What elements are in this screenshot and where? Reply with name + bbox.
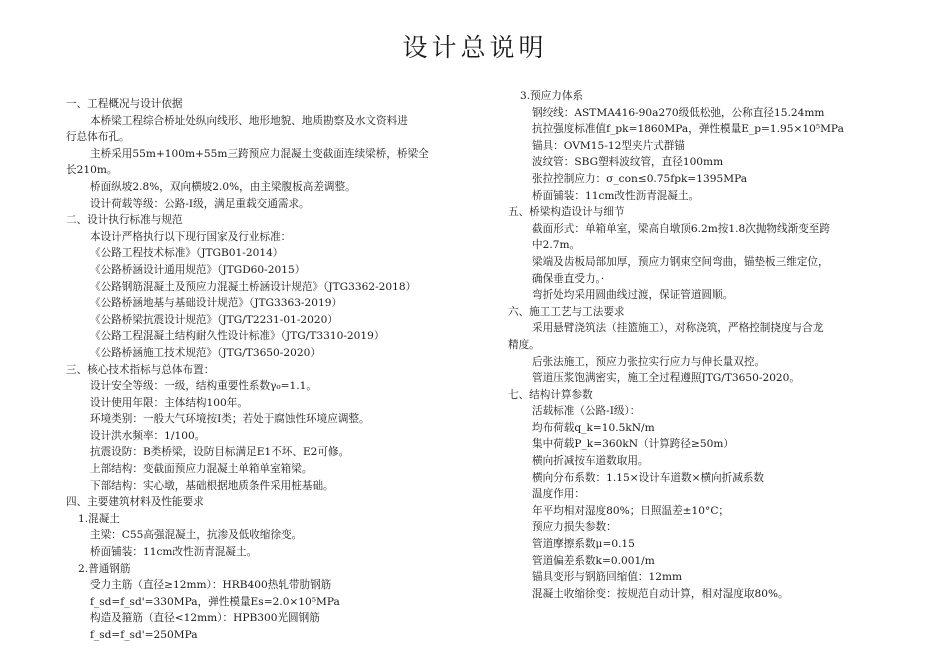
right-text-line: 波纹管：SBG塑料波纹管，直径100mm <box>532 156 724 169</box>
left-text-line: 本桥梁工程综合桥址处纵向线形、地形地貌、地质勘察及水文资料进 <box>90 114 408 127</box>
left-text-line: 一、工程概况与设计依据 <box>66 98 183 110</box>
right-text-line: 截面形式：单箱单室，梁高自墩顶6.2m按1.8次抛物线渐变至跨 <box>532 222 830 235</box>
right-text-line: 张拉控制应力：σ_con≤0.75fpk=1395MPa <box>532 172 748 185</box>
right-text-line: 温度作用： <box>532 488 585 501</box>
left-text-line: 受力主筋（直径≥12mm）：HRB400热轧带肋钢筋 <box>90 579 332 592</box>
right-text-line: 横向分布系数：1.15×设计车道数×横向折减系数 <box>532 471 765 484</box>
left-text-line: 长210m。 <box>66 164 118 177</box>
left-text-line: 构造及箍筋（直径<12mm）：HPB300光圆钢筋 <box>90 612 320 625</box>
right-text-line: 集中荷载P_k=360kN（计算跨径≥50m） <box>532 438 734 451</box>
left-text-line: 行总体布孔。 <box>66 131 130 144</box>
right-text-line: 年平均相对湿度80%；日照温差±10°C； <box>532 504 730 517</box>
right-text-line: 桥面铺装：11cm改性沥青混凝土。 <box>532 189 700 202</box>
left-text-line: 桥面铺装：11cm改性沥青混凝土。 <box>90 546 258 559</box>
left-text-line: 主梁：C55高强混凝土，抗渗及低收缩徐变。 <box>90 529 303 542</box>
right-text-line: 后张法施工，预应力张拉实行应力与伸长量双控。 <box>532 355 766 368</box>
right-text-line: 横向折减按车道数取用。 <box>532 455 649 468</box>
right-text-line: 精度。 <box>508 338 540 351</box>
right-text-line: 五、桥梁构造设计与细节 <box>508 206 625 219</box>
left-text-line: f_sd=f_sd'=250MPa <box>90 629 198 641</box>
right-text-line: 预应力损失参数： <box>532 521 617 534</box>
right-text-line: 钢绞线：ASTMA416-90a270级低松弛，公称直径15.24mm <box>532 106 825 119</box>
left-text-line: 《公路桥涵设计通用规范》（JTGD60-2015） <box>90 263 306 276</box>
right-text-line: 弯折处均采用圆曲线过渡，保证管道圆顺。 <box>532 289 734 302</box>
left-text-line: 上部结构：变截面预应力混凝土单箱单室箱梁。 <box>90 463 313 476</box>
left-text-line: 四、主要建筑材料及性能要求 <box>66 496 204 509</box>
left-text-line: 二、设计执行标准与规范 <box>66 214 183 227</box>
right-text-line: 梁端及齿板局部加厚，预应力钢束空间弯曲，锚垫板三维定位， <box>532 255 829 268</box>
left-text-line: 环境类别：一般大气环境按I类；若处于腐蚀性环境应调整。 <box>90 413 370 426</box>
right-text-line: 混凝土收缩徐变：按规范自动计算，相对湿度取80%。 <box>532 587 789 600</box>
left-text-line: 《公路钢筋混凝土及预应力混凝土桥涵设计规范》（JTG3362-2018） <box>90 280 417 293</box>
left-text-line: 《公路工程技术标准》（JTGB01-2014） <box>90 247 284 260</box>
left-text-line: 《公路桥涵施工技术规范》（JTG/T3650-2020） <box>90 346 321 359</box>
left-text-line: 2.普通钢筋 <box>78 562 131 575</box>
right-text-line: 锚具变形与钢筋回缩值：12mm <box>532 571 683 584</box>
left-text-line: 主桥采用55m+100m+55m三跨预应力混凝土变截面连续梁桥，桥梁全 <box>90 147 429 160</box>
left-text-line: 抗震设防：B类桥梁，设防目标满足E1不坏、E2可修。 <box>90 446 350 459</box>
right-text-line: 管道偏差系数k=0.001/m <box>532 554 655 567</box>
left-text-line: 《公路工程混凝土结构耐久性设计标准》（JTG/T3310-2019） <box>90 330 385 343</box>
left-text-line: 下部结构：实心墩，基础根据地质条件采用桩基础。 <box>90 479 334 492</box>
left-text-line: 《公路桥梁抗震设计规范》（JTG/T2231-01-2020） <box>90 313 338 326</box>
right-text-line: 管道摩擦系数μ=0.15 <box>532 538 635 551</box>
left-column <box>66 96 496 644</box>
left-text-line: 1.混凝土 <box>78 512 120 525</box>
document-title: 设计总说明 <box>402 33 548 62</box>
left-text-line: 本设计严格执行以下现行国家及行业标准： <box>90 230 292 243</box>
left-text-line: 桥面纵坡2.8%，双向横坡2.0%，由主梁腹板高差调整。 <box>90 180 356 193</box>
right-text-line: 采用悬臂浇筑法（挂篮施工），对称浇筑，严格控制挠度与合龙 <box>532 322 824 335</box>
right-text-line: 中2.7m。 <box>532 239 581 252</box>
right-column <box>508 88 898 602</box>
right-text-line: 锚具：OVM15-12型夹片式群锚 <box>532 139 685 152</box>
left-text-line: 设计洪水频率：1/100。 <box>90 429 206 442</box>
right-text-line: 六、施工工艺与工法要求 <box>508 305 625 318</box>
right-text-line: 均布荷载q_k=10.5kN/m <box>532 421 655 434</box>
right-text-line: 活载标准（公路-I级）： <box>532 405 641 418</box>
right-text-line: 3.预应力体系 <box>520 90 584 102</box>
left-text-line: 设计荷载等级：公路-I级，满足重载交通需求。 <box>90 197 310 210</box>
left-text-line: 设计安全等级：一级，结构重要性系数γ₀=1.1。 <box>90 380 317 393</box>
left-text-line: f_sd=f_sd'=330MPa，弹性模量Es=2.0×10⁵MPa <box>90 595 340 608</box>
left-text-line: 三、核心技术指标与总体布置： <box>66 363 215 376</box>
right-text-line: 管道压浆饱满密实，施工全过程遵照JTG/T3650-2020。 <box>532 372 801 385</box>
right-text-line: 七、结构计算参数 <box>508 388 593 401</box>
left-text-line: 设计使用年限：主体结构100年。 <box>90 396 248 409</box>
right-text-line: 抗拉强度标准值f_pk=1860MPa，弹性模量E_p=1.95×10⁵MPa <box>532 123 844 136</box>
right-text-line: 确保垂直受力。· <box>532 272 605 285</box>
left-text-line: 《公路桥涵地基与基础设计规范》（JTG3363-2019） <box>90 297 343 310</box>
